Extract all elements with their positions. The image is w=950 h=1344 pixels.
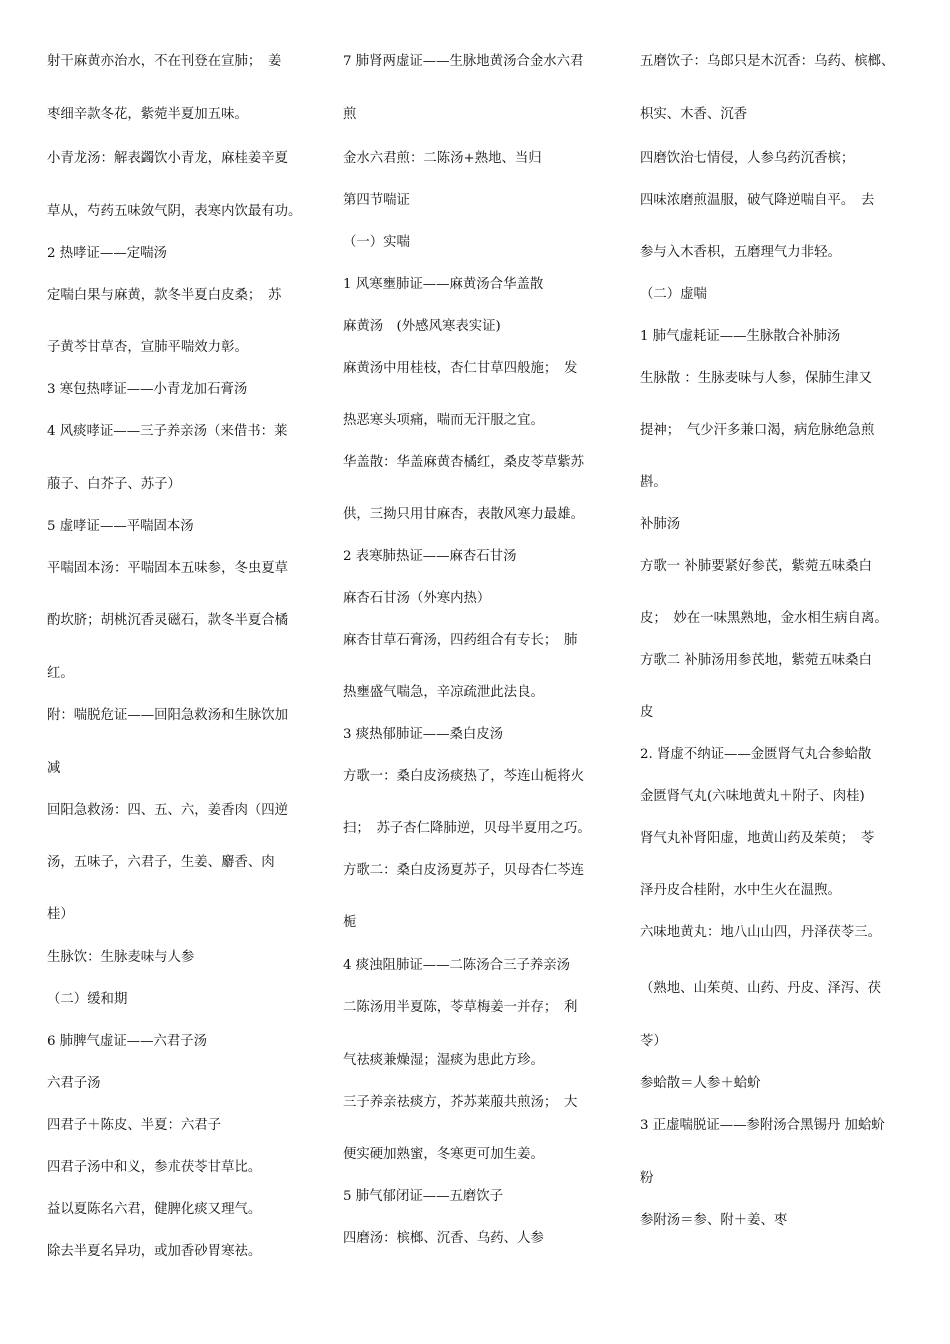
text-line: 2 表寒肺热证——麻杏石甘汤: [343, 549, 517, 564]
text-line: 草从，芍药五味敛气阴，表寒内饮最有功。: [47, 204, 302, 219]
text-line: 麻杏石甘汤（外寒内热）: [343, 591, 491, 606]
text-line: 减: [47, 761, 61, 776]
text-line: 四磨汤：槟榔、沉香、乌药、人参: [343, 1231, 544, 1246]
text-line: 6 肺脾气虚证——六君子汤: [47, 1034, 208, 1049]
text-line: 方歌一 补肺要紧好参芪，紫菀五味桑白: [640, 559, 872, 574]
text-line: 热恶寒头项痛，喘而无汗服之宜。: [343, 413, 544, 428]
text-line: 麻杏甘草石膏汤，四药组合有专长； 肺: [343, 633, 578, 648]
text-line: （二）虚喘: [640, 287, 707, 302]
text-line: 便实硬加熟蜜，冬寒更可加生姜。: [343, 1147, 544, 1162]
text-line: 热壅盛气喘急，辛凉疏泄此法良。: [343, 685, 544, 700]
text-line: 4 风痰哮证——三子养亲汤（来借书：莱: [47, 424, 288, 439]
text-line: 肾气丸补肾阳虚，地黄山药及茱萸； 苓: [640, 831, 875, 846]
text-line: 定喘白果与麻黄，款冬半夏白皮桑； 苏: [47, 288, 282, 303]
text-line: 5 肺气郁闭证——五磨饮子: [343, 1189, 504, 1204]
text-line: （熟地、山茱萸、山药、丹皮、泽泻、茯: [640, 981, 882, 996]
text-line: 金匮肾气丸(六味地黄丸＋附子、肉桂): [640, 789, 865, 804]
text-line: 四君子＋陈皮、半夏：六君子: [47, 1118, 222, 1133]
text-line: 3 寒包热哮证——小青龙加石膏汤: [47, 382, 248, 397]
text-line: 六君子汤: [47, 1076, 101, 1091]
text-line: 第四节喘证: [343, 193, 410, 208]
text-line: 1 肺气虚耗证——生脉散合补肺汤: [640, 329, 841, 344]
text-line: 苓）: [640, 1034, 667, 1049]
text-line: 煎: [343, 107, 357, 122]
text-line: 四磨饮治七情侵，人参乌药沉香槟；: [640, 151, 855, 166]
text-line: 枣细辛款冬花，紫菀半夏加五味。: [47, 107, 248, 122]
text-line: （二）缓和期: [47, 992, 128, 1007]
text-line: 参蛤散＝人参＋蛤蚧: [640, 1076, 761, 1091]
text-line: 扫； 苏子杏仁降肺逆，贝母半夏用之巧。: [343, 821, 591, 836]
text-line: 1 风寒壅肺证——麻黄汤合华盖散: [343, 277, 544, 292]
text-line: 子黄芩甘草杏，宣肺平喘效力彰。: [47, 340, 248, 355]
text-line: 红。: [47, 666, 74, 681]
text-line: 汤，五味子，六君子，生姜、麝香、肉: [47, 855, 275, 870]
text-line: （一）实喘: [343, 235, 410, 250]
text-line: 生脉饮：生脉麦味与人参: [47, 950, 195, 965]
text-line: 皮: [640, 705, 654, 720]
text-line: 附：喘脱危证——回阳急救汤和生脉饮加: [47, 708, 289, 723]
text-line: 除去半夏名异功，或加香砂胃寒祛。: [47, 1244, 262, 1259]
text-line: 酌坎脐；胡桃沉香灵磁石，款冬半夏合橘: [47, 613, 289, 628]
text-line: 三子养亲祛痰方，芥苏莱菔共煎汤； 大: [343, 1095, 578, 1110]
text-line: 补肺汤: [640, 517, 681, 532]
text-line: 2. 肾虚不纳证——金匮肾气丸合参蛤散: [640, 747, 872, 762]
text-line: 桂）: [47, 907, 74, 922]
text-line: 小青龙汤：解表蠲饮小青龙，麻桂姜辛夏: [47, 151, 289, 166]
text-line: 栀: [343, 915, 357, 930]
text-line: 7 肺肾两虚证——生脉地黄汤合金水六君: [343, 54, 584, 69]
text-line: 菔子、白芥子、苏子）: [47, 477, 181, 492]
text-line: 生脉散 ：生脉麦味与人参，保肺生津又: [640, 371, 872, 386]
text-line: 气祛痰兼燥湿；湿痰为患此方珍。: [343, 1053, 544, 1068]
text-line: 五磨饮子：乌郎只是木沉香：乌药、槟榔、: [640, 54, 895, 69]
text-line: 华盖散：华盖麻黄杏橘红，桑皮苓草紫苏: [343, 455, 585, 470]
text-line: 方歌二 补肺汤用参芪地，紫菀五味桑白: [640, 653, 872, 668]
text-line: 方歌二：桑白皮汤夏苏子，贝母杏仁芩连: [343, 863, 585, 878]
text-line: 四味浓磨煎温服，破气降逆喘自平。 去: [640, 193, 875, 208]
text-line: 参附汤＝参、附＋姜、枣: [640, 1213, 788, 1228]
text-line: 泽丹皮合桂附，水中生火在温煦。: [640, 883, 841, 898]
text-line: 参与入木香枳，五磨理气力非轻。: [640, 245, 841, 260]
text-line: 四君子汤中和义，参朮茯苓甘草比。: [47, 1160, 262, 1175]
text-line: 回阳急救汤：四、五、六，姜香肉（四逆: [47, 803, 289, 818]
text-line: 麻黄汤 (外感风寒表实证): [343, 319, 501, 334]
text-line: 方歌一：桑白皮汤痰热了，芩连山栀将火: [343, 769, 585, 784]
text-line: 六味地黄丸：地八山山四，丹泽茯苓三。: [640, 925, 882, 940]
text-line: 4 痰浊阻肺证——二陈汤合三子养亲汤: [343, 958, 571, 973]
text-line: 2 热哮证——定喘汤: [47, 246, 167, 261]
text-line: 金水六君煎：二陈汤+熟地、当归: [343, 151, 542, 166]
text-line: 麻黄汤中用桂枝，杏仁甘草四般施； 发: [343, 361, 578, 376]
text-line: 3 痰热郁肺证——桑白皮汤: [343, 727, 504, 742]
text-line: 皮； 妙在一味黑熟地，金水相生病自离。: [640, 611, 888, 626]
text-line: 粉: [640, 1171, 654, 1186]
text-line: 提神； 气少汗多兼口渴，病危脉绝急煎: [640, 423, 875, 438]
text-line: 二陈汤用半夏陈，苓草梅姜一并存； 利: [343, 1000, 578, 1015]
text-line: 射干麻黄亦治水，不在刊登在宣肺； 姜: [47, 54, 282, 69]
text-line: 5 虚哮证——平喘固本汤: [47, 519, 194, 534]
text-line: 平喘固本汤：平喘固本五味参，冬虫夏草: [47, 561, 289, 576]
text-line: 斟。: [640, 475, 667, 490]
text-line: 益以夏陈名六君，健脾化痰又理气。: [47, 1202, 262, 1217]
text-line: 枳实、木香、沉香: [640, 107, 748, 122]
text-line: 3 正虚喘脱证——参附汤合黑锡丹 加蛤蚧: [640, 1118, 885, 1133]
text-line: 供，三拗只用甘麻杏，表散风寒力最雄。: [343, 507, 585, 522]
